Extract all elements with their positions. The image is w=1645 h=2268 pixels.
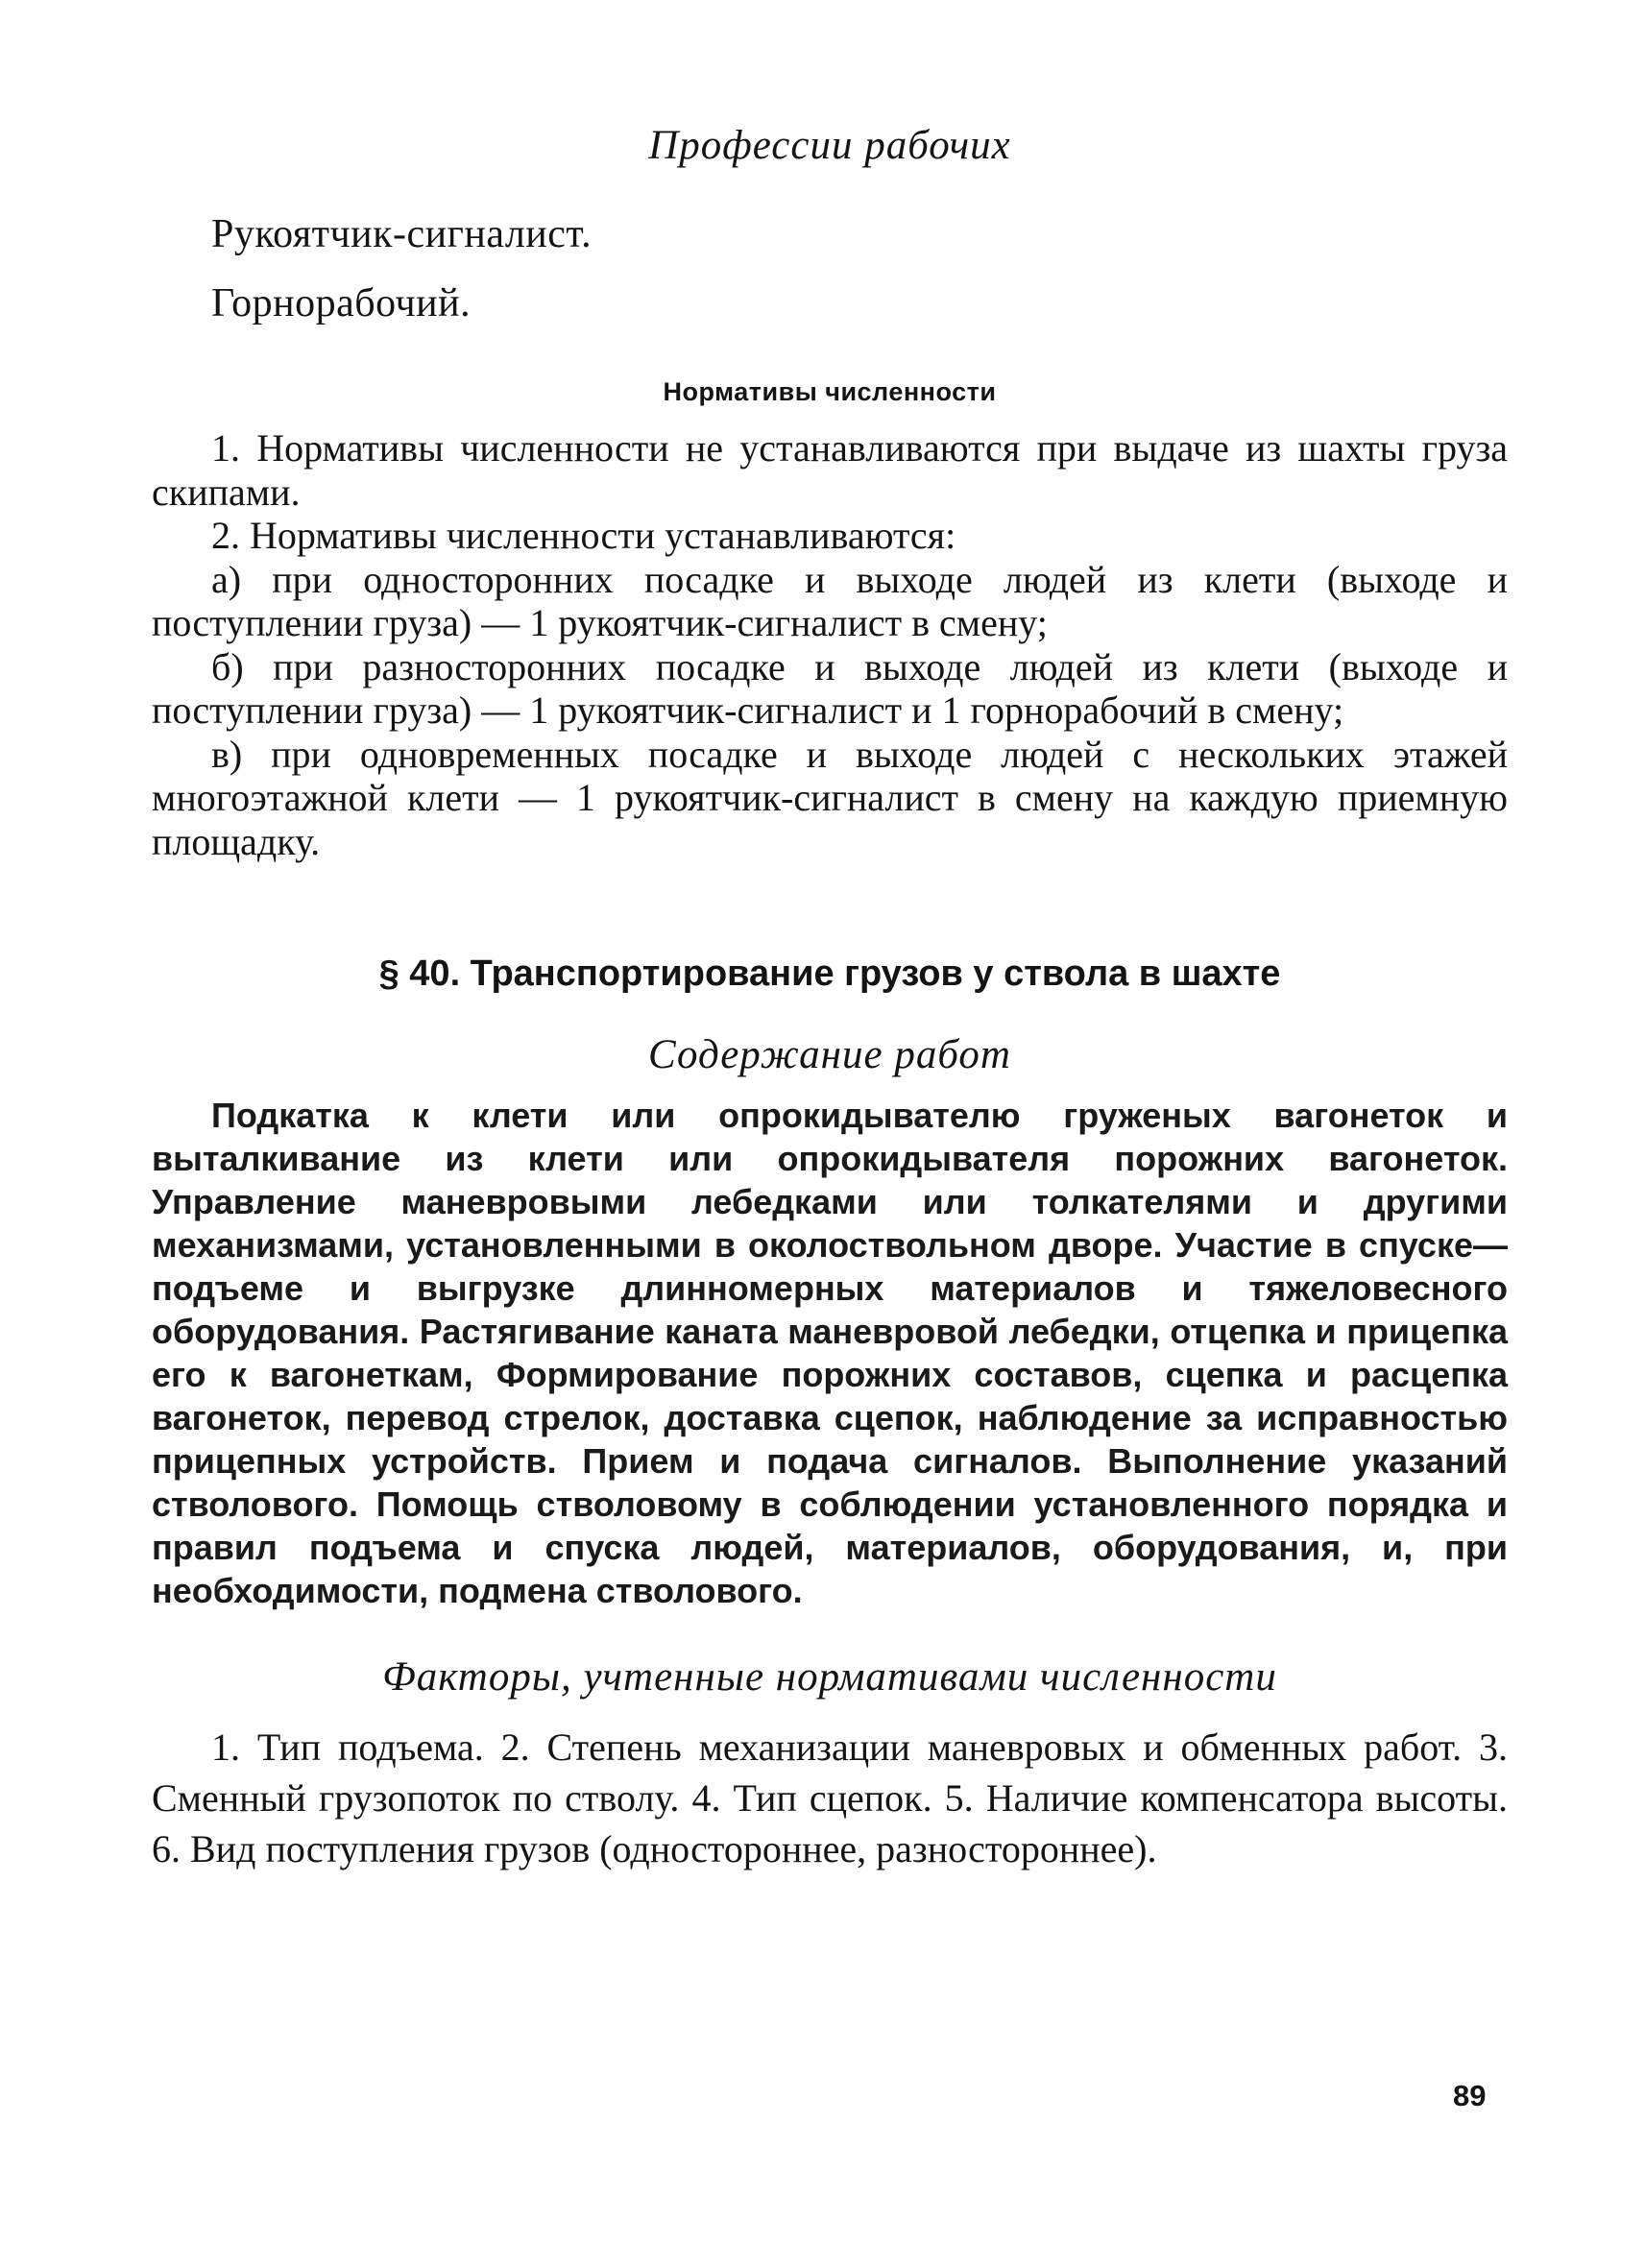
workers-heading: Профессии рабочих: [648, 123, 1011, 168]
norms-paragraph-b: б) при разносторонних посадке и выходе людей из клети (выходе и поступлении груза) — 1 рукоятчик-сигналист и 1 горнорабочий в смену;: [152, 644, 1508, 732]
worker-item-miner: Горнорабочий.: [211, 281, 472, 326]
section-title: § 40. Транспортирование грузов у ствола в шахте: [378, 953, 1281, 994]
worker-item-signaler: Рукоятчик-сигналист.: [211, 212, 593, 256]
content-text: Подкатка к клети или опрокидывателю груженых вагонеток и выталкивание из клети или опрокидывателя порожних вагонеток. Управление маневровыми лебедками или толкателями и другими механизмами, установленными в околоствольном дворе. Участие в спуске—подъеме и выгрузке длинномерных материалов и тяжеловесного оборудования. Растягивание каната маневровой лебедки, отцепка и прицепка его к вагонеткам, Формирование порожних составов, сцепка и расцепка вагонеток, перевод стрелок, доставка сцепок, наблюдение за исправностью прицепных устройств. Прием и подача сигналов. Выполнение указаний стволового. Помощь стволовому в соблюдении установленного порядка и правил подъема и спуска людей, материалов, оборудования, и, при необходимости, подмена стволового.: [152, 1096, 1508, 1610]
content-heading: Содержание работ: [648, 1032, 1011, 1077]
factors-heading: Факторы, учтенные нормативами численности: [382, 1654, 1277, 1700]
norms-paragraph-a: а) при односторонних посадке и выходе людей из клети (выходе и поступлении груза) — 1 рукоятчик-сигналист в смену;: [152, 557, 1508, 644]
document-page: [152, 117, 1508, 1874]
page-number: 89: [1453, 2079, 1487, 2112]
norms-heading: Нормативы численности: [663, 377, 997, 406]
norms-paragraph-2: 2. Нормативы численности устанавливаются:: [211, 514, 956, 557]
factors-text: 1. Тип подъема. 2. Степень механизации маневровых и обменных работ. 3. Сменный грузопоток по стволу. 4. Тип сцепок. 5. Наличие компенсатора высоты. 6. Вид поступления грузов (одностороннее, разностороннее).: [152, 1725, 1508, 1870]
norms-paragraph-1: 1. Нормативы численности не устанавливаются при выдаче из шахты груза скипами.: [152, 426, 1508, 514]
norms-paragraph-c: в) при одновременных посадке и выходе людей с нескольких этажей многоэтажной клети — 1 рукоятчик-сигналист в смену на каждую приемную площадку.: [152, 732, 1508, 863]
